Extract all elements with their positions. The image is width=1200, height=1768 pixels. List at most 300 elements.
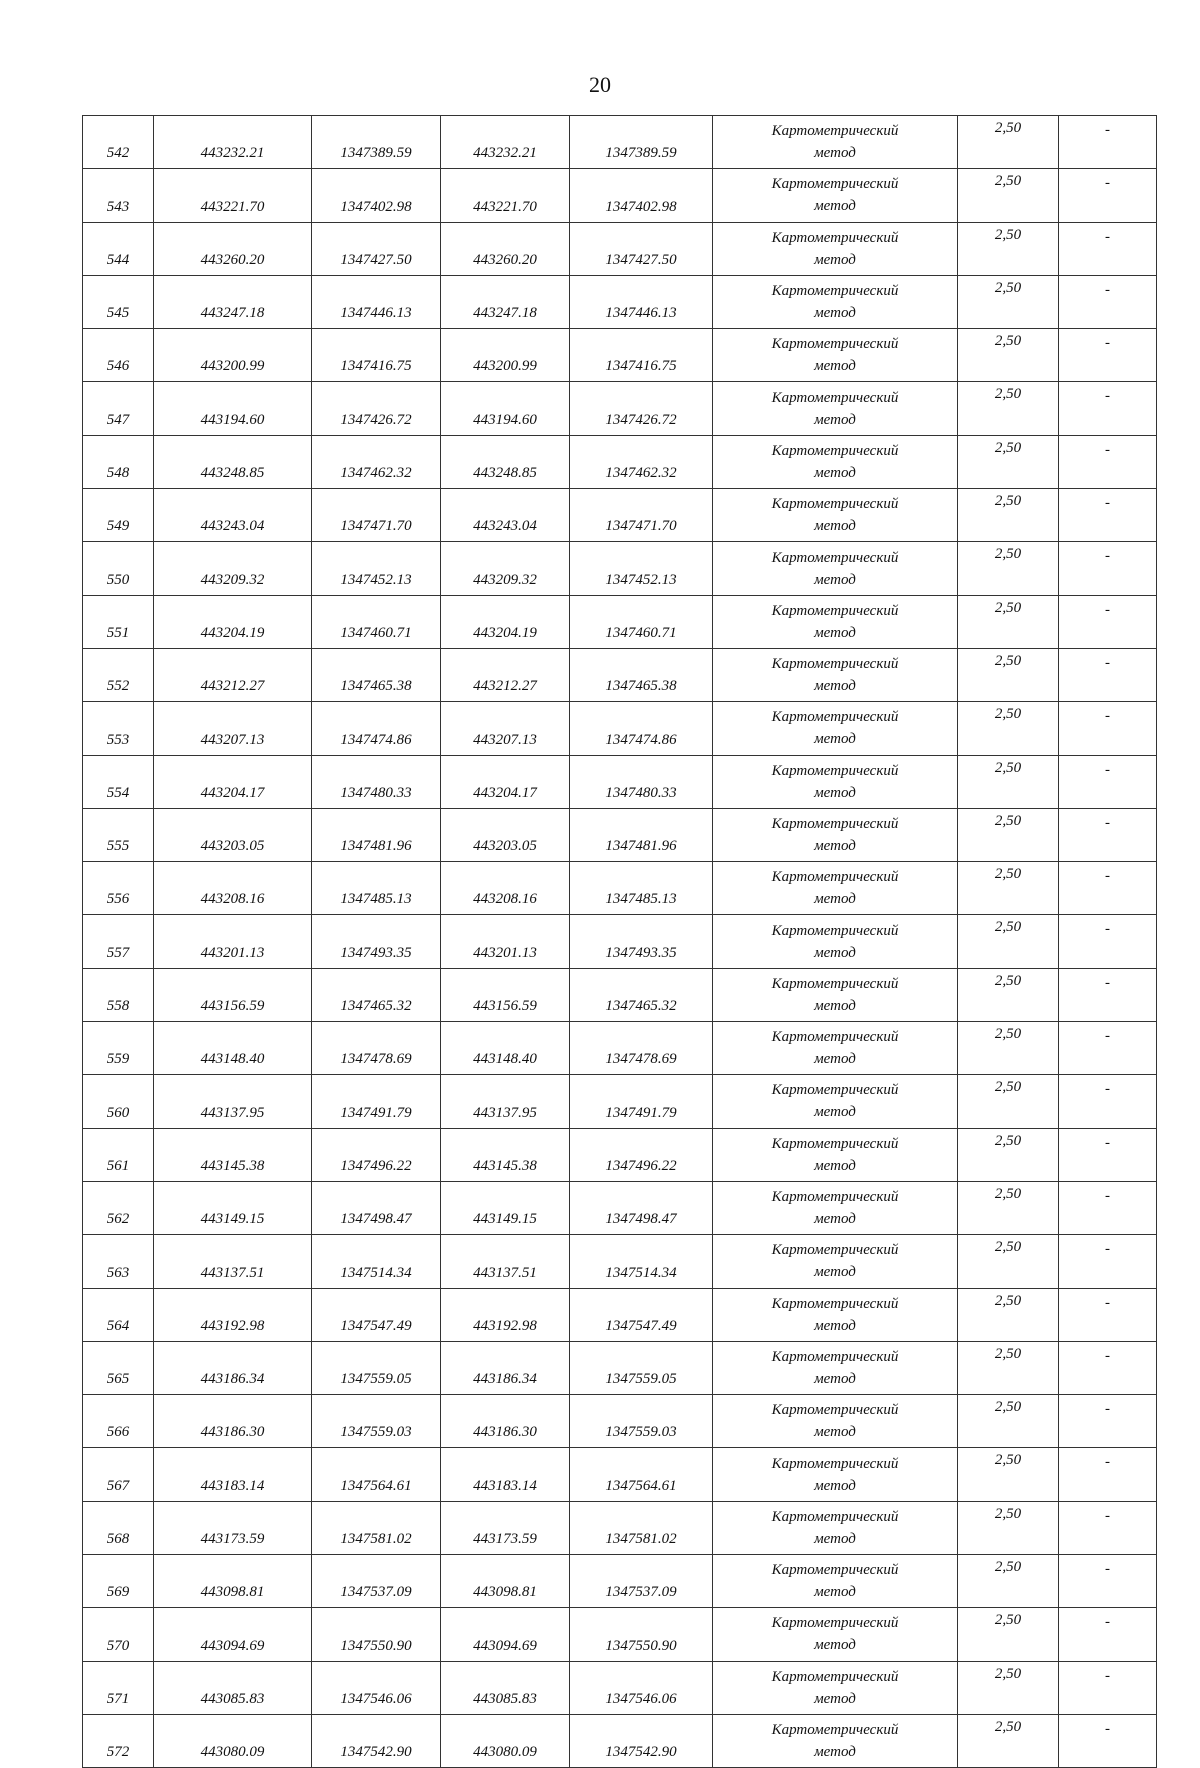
method-cell [713, 702, 958, 755]
existing-x-cell: 443208.16 [154, 862, 312, 915]
existing-x-cell: 443247.18 [154, 275, 312, 328]
table-row [83, 1341, 1157, 1394]
point-number-cell: 551 [83, 595, 154, 648]
new-y-cell: 1347462.32 [570, 435, 713, 488]
new-x-cell: 443203.05 [441, 808, 570, 861]
accuracy-cell: 2,50 [958, 1448, 1059, 1501]
existing-x-cell: 443156.59 [154, 968, 312, 1021]
table-row [83, 648, 1157, 701]
point-number-cell: 570 [83, 1608, 154, 1661]
accuracy-cell: 2,50 [958, 329, 1059, 382]
method-line-1: Картометрический [771, 1189, 899, 1206]
note-cell: - [1059, 755, 1157, 808]
existing-x-cell: 443248.85 [154, 435, 312, 488]
table-row [83, 1448, 1157, 1501]
new-x-cell: 443186.34 [441, 1341, 570, 1394]
point-number-cell: 569 [83, 1555, 154, 1608]
note-cell: - [1059, 489, 1157, 542]
new-x-cell: 443208.16 [441, 862, 570, 915]
new-x-cell: 443137.95 [441, 1075, 570, 1128]
existing-y-cell: 1347478.69 [312, 1022, 441, 1075]
note-cell: - [1059, 169, 1157, 222]
existing-y-cell: 1347550.90 [312, 1608, 441, 1661]
method-cell [713, 1714, 958, 1767]
new-x-cell: 443094.69 [441, 1608, 570, 1661]
accuracy-cell: 2,50 [958, 1022, 1059, 1075]
method-line-1: Картометрический [771, 1722, 899, 1739]
new-y-cell: 1347537.09 [570, 1555, 713, 1608]
accuracy-cell: 2,50 [958, 1128, 1059, 1181]
table-row [83, 329, 1157, 382]
method-line-1: Картометрический [771, 1402, 899, 1419]
method-line-1: Картометрический [771, 1562, 899, 1579]
note-cell: - [1059, 1501, 1157, 1554]
accuracy-cell: 2,50 [958, 808, 1059, 861]
note-cell: - [1059, 1714, 1157, 1767]
note-cell: - [1059, 1395, 1157, 1448]
existing-x-cell: 443094.69 [154, 1608, 312, 1661]
accuracy-cell: 2,50 [958, 595, 1059, 648]
existing-x-cell: 443145.38 [154, 1128, 312, 1181]
accuracy-cell: 2,50 [958, 489, 1059, 542]
table-row [83, 808, 1157, 861]
method-line-1: Картометрический [771, 1242, 899, 1259]
existing-x-cell: 443207.13 [154, 702, 312, 755]
note-cell: - [1059, 382, 1157, 435]
new-x-cell: 443201.13 [441, 915, 570, 968]
new-y-cell: 1347452.13 [570, 542, 713, 595]
new-y-cell: 1347491.79 [570, 1075, 713, 1128]
method-line-2: метод [814, 251, 856, 268]
new-y-cell: 1347559.03 [570, 1395, 713, 1448]
existing-y-cell: 1347559.05 [312, 1341, 441, 1394]
method-cell [713, 1661, 958, 1714]
accuracy-cell: 2,50 [958, 1714, 1059, 1767]
existing-x-cell: 443192.98 [154, 1288, 312, 1341]
existing-x-cell: 443098.81 [154, 1555, 312, 1608]
method-line-2: метод [814, 1424, 856, 1441]
new-y-cell: 1347498.47 [570, 1181, 713, 1234]
method-line-2: метод [814, 678, 856, 695]
method-line-1: Картометрический [771, 283, 899, 300]
table-row [83, 1235, 1157, 1288]
point-number-cell: 562 [83, 1181, 154, 1234]
point-number-cell: 566 [83, 1395, 154, 1448]
method-cell [713, 808, 958, 861]
method-cell [713, 489, 958, 542]
point-number-cell: 565 [83, 1341, 154, 1394]
point-number-cell: 571 [83, 1661, 154, 1714]
method-line-1: Картометрический [771, 602, 899, 619]
method-cell [713, 1395, 958, 1448]
method-line-2: метод [814, 145, 856, 162]
new-y-cell: 1347514.34 [570, 1235, 713, 1288]
existing-x-cell: 443203.05 [154, 808, 312, 861]
new-x-cell: 443085.83 [441, 1661, 570, 1714]
existing-x-cell: 443209.32 [154, 542, 312, 595]
new-y-cell: 1347581.02 [570, 1501, 713, 1554]
existing-y-cell: 1347564.61 [312, 1448, 441, 1501]
method-line-2: метод [814, 1211, 856, 1228]
new-y-cell: 1347465.32 [570, 968, 713, 1021]
accuracy-cell: 2,50 [958, 1501, 1059, 1554]
new-x-cell: 443212.27 [441, 648, 570, 701]
note-cell: - [1059, 648, 1157, 701]
point-number-cell: 544 [83, 222, 154, 275]
existing-y-cell: 1347446.13 [312, 275, 441, 328]
existing-y-cell: 1347480.33 [312, 755, 441, 808]
existing-y-cell: 1347462.32 [312, 435, 441, 488]
accuracy-cell: 2,50 [958, 116, 1059, 169]
new-x-cell: 443148.40 [441, 1022, 570, 1075]
new-y-cell: 1347389.59 [570, 116, 713, 169]
method-line-2: метод [814, 1317, 856, 1334]
point-number-cell: 549 [83, 489, 154, 542]
method-cell [713, 1448, 958, 1501]
accuracy-cell: 2,50 [958, 915, 1059, 968]
new-y-cell: 1347471.70 [570, 489, 713, 542]
table-row [83, 1395, 1157, 1448]
method-line-1: Картометрический [771, 229, 899, 246]
table-row [83, 1555, 1157, 1608]
note-cell: - [1059, 329, 1157, 382]
note-cell: - [1059, 915, 1157, 968]
existing-y-cell: 1347416.75 [312, 329, 441, 382]
table-row [83, 275, 1157, 328]
method-cell [713, 1555, 958, 1608]
method-cell [713, 222, 958, 275]
existing-x-cell: 443204.17 [154, 755, 312, 808]
table-row [83, 968, 1157, 1021]
existing-y-cell: 1347465.38 [312, 648, 441, 701]
table-row [83, 222, 1157, 275]
existing-y-cell: 1347498.47 [312, 1181, 441, 1234]
existing-y-cell: 1347452.13 [312, 542, 441, 595]
new-y-cell: 1347460.71 [570, 595, 713, 648]
method-line-2: метод [814, 1157, 856, 1174]
method-cell [713, 1128, 958, 1181]
new-x-cell: 443243.04 [441, 489, 570, 542]
accuracy-cell: 2,50 [958, 1395, 1059, 1448]
method-line-2: метод [814, 1477, 856, 1494]
accuracy-cell: 2,50 [958, 1181, 1059, 1234]
method-line-2: метод [814, 624, 856, 641]
point-number-cell: 552 [83, 648, 154, 701]
point-number-cell: 557 [83, 915, 154, 968]
note-cell: - [1059, 1448, 1157, 1501]
point-number-cell: 558 [83, 968, 154, 1021]
table-row [83, 702, 1157, 755]
point-number-cell: 564 [83, 1288, 154, 1341]
method-cell [713, 968, 958, 1021]
existing-x-cell: 443204.19 [154, 595, 312, 648]
method-line-2: метод [814, 1744, 856, 1761]
accuracy-cell: 2,50 [958, 1235, 1059, 1288]
existing-y-cell: 1347426.72 [312, 382, 441, 435]
method-line-2: метод [814, 1051, 856, 1068]
new-x-cell: 443173.59 [441, 1501, 570, 1554]
note-cell: - [1059, 1075, 1157, 1128]
new-x-cell: 443221.70 [441, 169, 570, 222]
method-line-1: Картометрический [771, 869, 899, 886]
note-cell: - [1059, 275, 1157, 328]
existing-x-cell: 443186.34 [154, 1341, 312, 1394]
table-row [83, 116, 1157, 169]
method-cell [713, 1288, 958, 1341]
point-number-cell: 546 [83, 329, 154, 382]
new-x-cell: 443080.09 [441, 1714, 570, 1767]
new-y-cell: 1347474.86 [570, 702, 713, 755]
table-row [83, 1128, 1157, 1181]
method-line-1: Картометрический [771, 816, 899, 832]
note-cell: - [1059, 1341, 1157, 1394]
note-cell: - [1059, 808, 1157, 861]
method-line-2: метод [814, 1584, 856, 1601]
method-line-1: Картометрический [771, 975, 899, 992]
method-line-1: Картометрический [771, 922, 899, 939]
new-y-cell: 1347550.90 [570, 1608, 713, 1661]
method-line-2: метод [814, 571, 856, 588]
accuracy-cell: 2,50 [958, 648, 1059, 701]
existing-y-cell: 1347537.09 [312, 1555, 441, 1608]
method-line-2: метод [814, 305, 856, 322]
table-row [83, 1608, 1157, 1661]
table-row [83, 382, 1157, 435]
method-line-1: Картометрический [771, 123, 899, 140]
new-y-cell: 1347546.06 [570, 1661, 713, 1714]
accuracy-cell: 2,50 [958, 1608, 1059, 1661]
method-cell [713, 1501, 958, 1554]
note-cell: - [1059, 116, 1157, 169]
new-y-cell: 1347416.75 [570, 329, 713, 382]
note-cell: - [1059, 1235, 1157, 1288]
accuracy-cell: 2,50 [958, 382, 1059, 435]
new-x-cell: 443149.15 [441, 1181, 570, 1234]
new-x-cell: 443232.21 [441, 116, 570, 169]
new-x-cell: 443156.59 [441, 968, 570, 1021]
point-number-cell: 556 [83, 862, 154, 915]
method-cell [713, 435, 958, 488]
existing-y-cell: 1347471.70 [312, 489, 441, 542]
method-line-1: Картометрический [771, 336, 899, 353]
existing-y-cell: 1347485.13 [312, 862, 441, 915]
new-x-cell: 443183.14 [441, 1448, 570, 1501]
existing-y-cell: 1347496.22 [312, 1128, 441, 1181]
new-x-cell: 443137.51 [441, 1235, 570, 1288]
note-cell: - [1059, 1288, 1157, 1341]
point-number-cell: 568 [83, 1501, 154, 1554]
method-line-1: Картометрический [771, 1295, 899, 1312]
method-cell [713, 542, 958, 595]
point-number-cell: 545 [83, 275, 154, 328]
method-line-1: Картометрический [771, 549, 899, 566]
method-line-1: Картометрический [771, 1508, 899, 1525]
method-line-2: метод [814, 411, 856, 428]
table-row [83, 862, 1157, 915]
existing-x-cell: 443194.60 [154, 382, 312, 435]
method-cell [713, 116, 958, 169]
new-y-cell: 1347493.35 [570, 915, 713, 968]
method-line-2: метод [814, 997, 856, 1014]
note-cell: - [1059, 1608, 1157, 1661]
note-cell: - [1059, 1022, 1157, 1075]
method-cell [713, 1235, 958, 1288]
note-cell: - [1059, 968, 1157, 1021]
note-cell: - [1059, 1555, 1157, 1608]
method-cell [713, 169, 958, 222]
point-number-cell: 567 [83, 1448, 154, 1501]
method-line-1: Картометрический [771, 1082, 899, 1099]
note-cell: - [1059, 222, 1157, 275]
method-line-2: метод [814, 1690, 856, 1707]
method-line-1: Картометрический [771, 762, 899, 779]
existing-y-cell: 1347546.06 [312, 1661, 441, 1714]
table-row [83, 915, 1157, 968]
method-cell [713, 1075, 958, 1128]
new-y-cell: 1347480.33 [570, 755, 713, 808]
existing-x-cell: 443137.51 [154, 1235, 312, 1288]
point-number-cell: 572 [83, 1714, 154, 1767]
existing-y-cell: 1347389.59 [312, 116, 441, 169]
table-row [83, 595, 1157, 648]
method-cell [713, 275, 958, 328]
existing-x-cell: 443221.70 [154, 169, 312, 222]
method-cell [713, 915, 958, 968]
new-x-cell: 443248.85 [441, 435, 570, 488]
point-number-cell: 560 [83, 1075, 154, 1128]
existing-y-cell: 1347427.50 [312, 222, 441, 275]
table-body [83, 116, 1157, 1768]
existing-x-cell: 443080.09 [154, 1714, 312, 1767]
method-cell [713, 1341, 958, 1394]
method-line-2: метод [814, 518, 856, 535]
new-x-cell: 443260.20 [441, 222, 570, 275]
existing-y-cell: 1347474.86 [312, 702, 441, 755]
accuracy-cell: 2,50 [958, 1555, 1059, 1608]
new-y-cell: 1347485.13 [570, 862, 713, 915]
method-cell [713, 595, 958, 648]
new-y-cell: 1347427.50 [570, 222, 713, 275]
new-y-cell: 1347426.72 [570, 382, 713, 435]
new-y-cell: 1347402.98 [570, 169, 713, 222]
new-x-cell: 443145.38 [441, 1128, 570, 1181]
table-row [83, 1022, 1157, 1075]
note-cell: - [1059, 1128, 1157, 1181]
existing-y-cell: 1347542.90 [312, 1714, 441, 1767]
new-x-cell: 443209.32 [441, 542, 570, 595]
method-line-1: Картометрический [771, 1348, 899, 1365]
table-row [83, 1181, 1157, 1234]
existing-y-cell: 1347491.79 [312, 1075, 441, 1128]
existing-x-cell: 443186.30 [154, 1395, 312, 1448]
existing-y-cell: 1347514.34 [312, 1235, 441, 1288]
note-cell: - [1059, 595, 1157, 648]
method-line-1: Картометрический [771, 496, 899, 513]
method-line-1: Картометрический [771, 1029, 899, 1046]
table-row [83, 1075, 1157, 1128]
existing-x-cell: 443201.13 [154, 915, 312, 968]
new-y-cell: 1347564.61 [570, 1448, 713, 1501]
point-number-cell: 550 [83, 542, 154, 595]
method-cell [713, 755, 958, 808]
existing-x-cell: 443149.15 [154, 1181, 312, 1234]
method-line-1: Картометрический [771, 1615, 899, 1632]
new-x-cell: 443207.13 [441, 702, 570, 755]
table-row [83, 1714, 1157, 1767]
method-line-2: метод [814, 1104, 856, 1121]
table-row [83, 542, 1157, 595]
point-number-cell: 563 [83, 1235, 154, 1288]
accuracy-cell: 2,50 [958, 222, 1059, 275]
new-x-cell: 443098.81 [441, 1555, 570, 1608]
existing-x-cell: 443200.99 [154, 329, 312, 382]
existing-y-cell: 1347460.71 [312, 595, 441, 648]
accuracy-cell: 2,50 [958, 169, 1059, 222]
existing-y-cell: 1347465.32 [312, 968, 441, 1021]
note-cell: - [1059, 1181, 1157, 1234]
new-y-cell: 1347496.22 [570, 1128, 713, 1181]
method-line-1: Картометрический [771, 176, 899, 193]
new-x-cell: 443192.98 [441, 1288, 570, 1341]
new-x-cell: 443194.60 [441, 382, 570, 435]
accuracy-cell: 2,50 [958, 435, 1059, 488]
accuracy-cell: 2,50 [958, 755, 1059, 808]
existing-x-cell: 443183.14 [154, 1448, 312, 1501]
existing-x-cell: 443243.04 [154, 489, 312, 542]
note-cell: - [1059, 702, 1157, 755]
method-line-1: Картометрический [771, 709, 899, 726]
point-number-cell: 561 [83, 1128, 154, 1181]
existing-y-cell: 1347481.96 [312, 808, 441, 861]
method-cell [713, 648, 958, 701]
table-row [83, 1288, 1157, 1341]
point-number-cell: 559 [83, 1022, 154, 1075]
point-number-cell: 548 [83, 435, 154, 488]
method-line-2: метод [814, 784, 856, 801]
method-line-1: Картометрический [771, 656, 899, 673]
existing-x-cell: 443173.59 [154, 1501, 312, 1554]
coordinates-table [82, 115, 1157, 1768]
point-number-cell: 555 [83, 808, 154, 861]
method-line-2: метод [814, 198, 856, 215]
existing-x-cell: 443232.21 [154, 116, 312, 169]
new-y-cell: 1347547.49 [570, 1288, 713, 1341]
method-line-2: метод [814, 464, 856, 481]
new-x-cell: 443204.17 [441, 755, 570, 808]
method-line-2: метод [814, 838, 856, 854]
existing-x-cell: 443212.27 [154, 648, 312, 701]
existing-x-cell: 443085.83 [154, 1661, 312, 1714]
page-number: 20 [589, 72, 611, 97]
method-line-1: Картометрический [771, 389, 899, 406]
method-line-1: Картометрический [771, 442, 899, 459]
method-line-2: метод [814, 1264, 856, 1281]
new-x-cell: 443186.30 [441, 1395, 570, 1448]
new-x-cell: 443204.19 [441, 595, 570, 648]
new-y-cell: 1347446.13 [570, 275, 713, 328]
method-line-2: метод [814, 1637, 856, 1654]
existing-x-cell: 443148.40 [154, 1022, 312, 1075]
method-cell [713, 1181, 958, 1234]
note-cell: - [1059, 1661, 1157, 1714]
existing-y-cell: 1347559.03 [312, 1395, 441, 1448]
note-cell: - [1059, 542, 1157, 595]
method-line-1: Картометрический [771, 1668, 899, 1685]
method-cell [713, 862, 958, 915]
accuracy-cell: 2,50 [958, 1075, 1059, 1128]
accuracy-cell: 2,50 [958, 275, 1059, 328]
method-line-1: Картометрический [771, 1455, 899, 1472]
